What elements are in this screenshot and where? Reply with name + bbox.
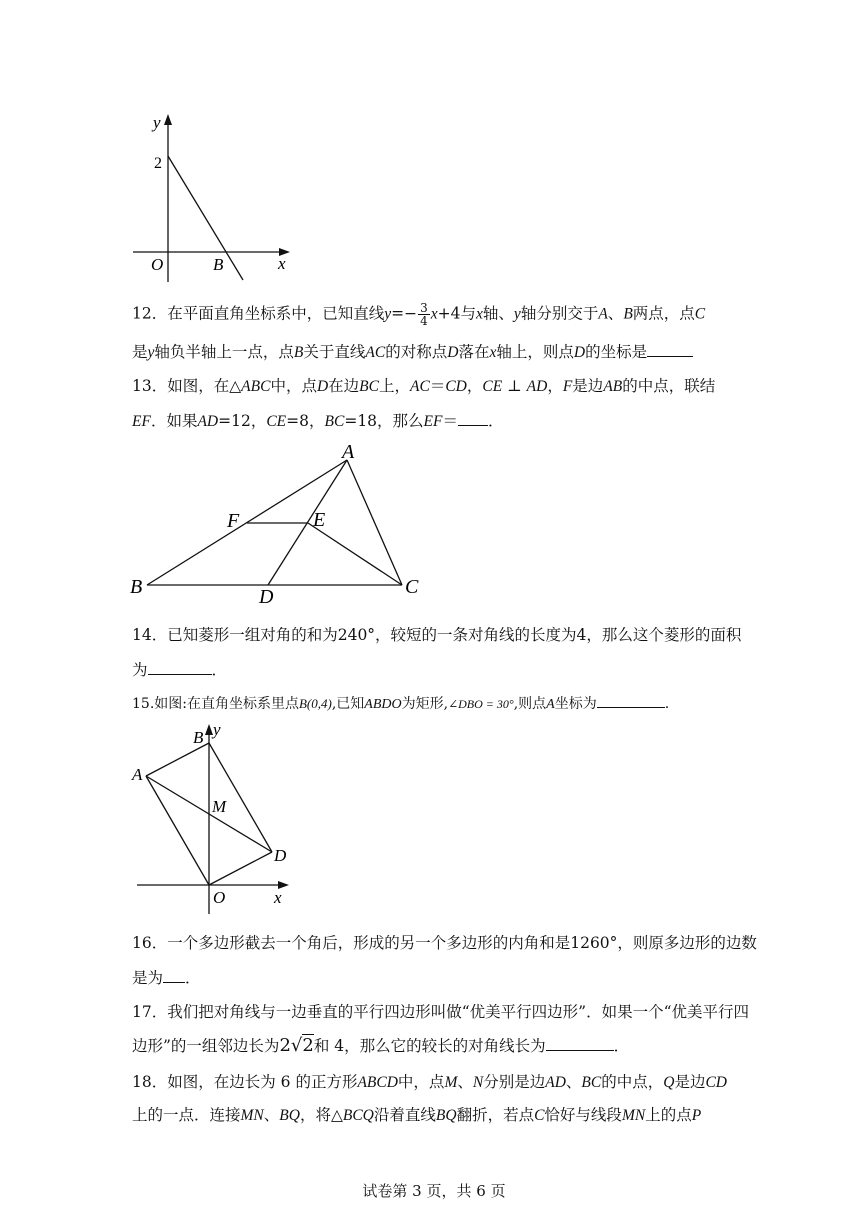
q12-line1: 12．在平面直角坐标系中，已知直线y=− $\frac{3}{4}$ x+4与x轴、y轴分别交于A、B两点，点C [132, 301, 706, 328]
function-line [168, 156, 243, 280]
y-axis-arrow [205, 724, 213, 735]
point-b-label: B [213, 255, 224, 274]
q18-line2: 上的一点．连接MN、BQ，将△BCQ沿着直线BQ翻折，若点C恰好与线段MN上的点P [132, 1106, 702, 1124]
origin-label: O [151, 255, 164, 274]
figure-triangle [120, 440, 440, 610]
y-axis-label: y [213, 720, 221, 739]
q16-line2: 是为 ． [132, 969, 201, 987]
vertex-a: A [342, 441, 355, 463]
point-m: M [212, 797, 227, 816]
intercept-label: 2 [154, 155, 162, 172]
y-axis-arrow [164, 114, 172, 125]
origin-o: O [213, 888, 226, 907]
q18-line1: 18．如图，在边长为 6 的正方形ABCD中，点M、N分别是边AD、BC的中点，Q是边CD [132, 1073, 728, 1091]
side-ba [146, 743, 209, 776]
page-footer: 试卷第 3 页，共 6 页 [362, 1182, 506, 1200]
q13-line2: EF．如果AD=12，CE=8，BC=18，那么EF＝ ． [132, 412, 504, 430]
vertex-b: B [130, 576, 143, 598]
answer-blank [458, 411, 488, 426]
q13-line1: 13．如图，在△ABC中，点D在边BC上，AC＝CD，CE ⊥ AD，F是边AB的中点，联结 [132, 377, 716, 395]
point-d: D [259, 586, 274, 608]
vertex-d: D [274, 846, 287, 865]
point-e: E [313, 509, 326, 531]
answer-blank [163, 968, 185, 983]
side-ao [146, 776, 209, 885]
point-f: F [227, 510, 240, 532]
q14-line2: 为 ． [132, 661, 228, 679]
answer-blank [148, 660, 212, 675]
q15-line: 15.如图:在直角坐标系里点B(0,4),已知ABDO为矩形,∠DBO = 30°,则点A坐标为 . [132, 693, 669, 716]
side-od [209, 852, 272, 885]
fraction: $\frac{3}{4}$ [420, 301, 428, 328]
q17-line1: 17．我们把对角线与一边垂直的平行四边形叫做“优美平行四边形”．如果一个“优美平行四 [132, 1003, 749, 1021]
q12-line2: 是y轴负半轴上一点，点B关于直线AC的对称点D落在x轴上，则点D的坐标是 [132, 341, 693, 364]
x-axis-label: x [278, 254, 286, 273]
q16-line1: 16．一个多边形截去一个角后，形成的另一个多边形的内角和是1260°，则原多边形的边数 [132, 934, 757, 952]
figure-line-graph [125, 108, 305, 288]
answer-blank [546, 1036, 614, 1051]
vertex-a: A [132, 765, 143, 784]
answer-blank [597, 693, 665, 708]
figure-rectangle [125, 718, 300, 918]
x-axis-label: x [274, 888, 282, 907]
vertex-b: B [193, 728, 204, 747]
q17-line2: 边形”的一组邻边长为2√2和 4，那么它的较长的对角线长为 ． [132, 1035, 630, 1056]
y-axis-label: y [153, 113, 161, 132]
vertex-c: C [405, 576, 419, 598]
q14-line1: 14．已知菱形一组对角的和为240°，较短的一条对角线的长度为4，那么这个菱形的面积 [132, 626, 742, 644]
answer-blank [647, 342, 693, 357]
